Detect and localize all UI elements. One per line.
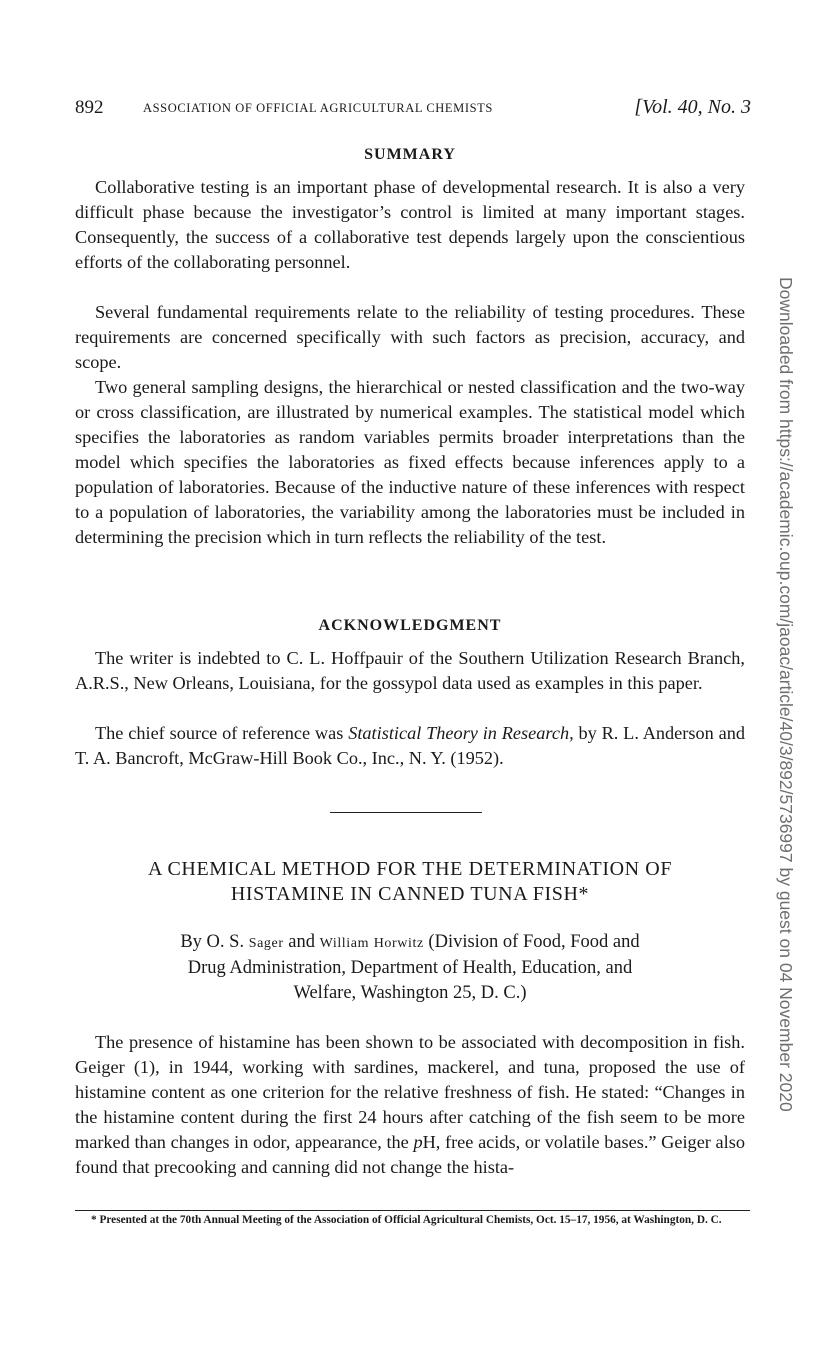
page-number: 892	[75, 97, 104, 118]
book-title: Statistical Theory in Research,	[348, 723, 574, 743]
author-surname: Horwitz	[373, 936, 424, 951]
author-given-name: William	[319, 936, 370, 951]
page-header	[75, 97, 751, 121]
acknowledgment-heading: ACKNOWLEDGMENT	[318, 617, 502, 634]
acknowledgment-reference-paragraph	[75, 721, 745, 771]
section-divider	[330, 812, 482, 813]
acknowledgment-paragraph: The writer is indebted to C. L. Hoffpauir of the Southern Utilization Research Branch, A.R.S., New Orleans, Louisiana, for the gossypol data used as examples in this paper.	[75, 648, 745, 693]
author-surname: Sager	[248, 936, 284, 951]
intro-text: The presence of histamine has been shown to be associated with decomposition in fish. Geiger (1), in 1944, working with sardines, mackerel, and tuna, proposed the use of histamine content as one criterion for the relative freshness of fish. He stated: “Changes in the histamine content during the first 24 hours after catching of the fish seem to be more marked than changes in odor, appearance, the	[75, 1032, 745, 1152]
article-title-line: HISTAMINE IN CANNED TUNA FISH*	[230, 883, 590, 905]
footnote: * Presented at the 70th Annual Meeting of the Association of Official Agricultural Chemists, Oct. 15–17, 1956, at Washington, D. C.	[91, 1214, 722, 1226]
summary-paragraph: Several fundamental requirements relate to the reliability of testing procedures. These requirements are concerned specifically with such factors as precision, accuracy, and scope.	[75, 302, 745, 372]
summary-paragraph: Collaborative testing is an important phase of developmental research. It is also a very difficult phase because the investigator’s control is limited at many important stages. Consequently, the success of a collaborative test depends largely upon the conscientious efforts of the collaborating personnel.	[75, 177, 745, 272]
affiliation: (Division of Food, Food and	[423, 932, 640, 952]
download-watermark	[772, 277, 798, 1112]
intro-text-continued: H, free acids, or volatile bases.” Geiger also found that precooking and canning did not change the hista-	[75, 1132, 746, 1177]
summary-heading: SUMMARY	[364, 146, 456, 163]
byline-line	[95, 930, 725, 956]
volume-issue: [Vol. 40, No. 3	[634, 96, 751, 118]
byline	[95, 930, 725, 1006]
running-title: ASSOCIATION OF OFFICIAL AGRICULTURAL CHEMISTS	[143, 101, 493, 115]
affiliation: Welfare, Washington 25, D. C.)	[293, 983, 527, 1003]
article-title-line: A CHEMICAL METHOD FOR THE DETERMINATION OF	[147, 858, 673, 880]
reference-lead: The chief source of reference was	[95, 723, 349, 743]
download-watermark-text: Downloaded from https://academic.oup.com/jaoac/article/40/3/892/5736997 by guest on 04 November 2020	[776, 277, 796, 1112]
byline-by: By O. S.	[180, 932, 249, 952]
article-title	[75, 857, 745, 907]
summary-paragraph: Two general sampling designs, the hierarchical or nested classification and the two-way or cross classification, are illustrated by numerical examples. The statistical model which specifies the laboratories as random variables permits broader interpretations than the model which specifies the laboratories as fixed effects because inferences apply to a population of laboratories. Because of the inductive nature of these inferences with respect to a population of laboratories, the variability among the laboratories must be included in determining the precision which in turn reflects the reliability of the test.	[75, 377, 745, 547]
footnote-divider	[75, 1210, 750, 1211]
affiliation: Drug Administration, Department of Health, Education, and	[187, 958, 633, 978]
byline-and: and	[283, 932, 320, 952]
intro-ph-italic: p	[413, 1132, 423, 1152]
reference-details: by R. L. Anderson and T. A. Bancroft, McGraw-Hill Book Co., Inc., N. Y. (1952).	[75, 723, 745, 768]
article-intro-paragraph	[75, 1030, 745, 1180]
